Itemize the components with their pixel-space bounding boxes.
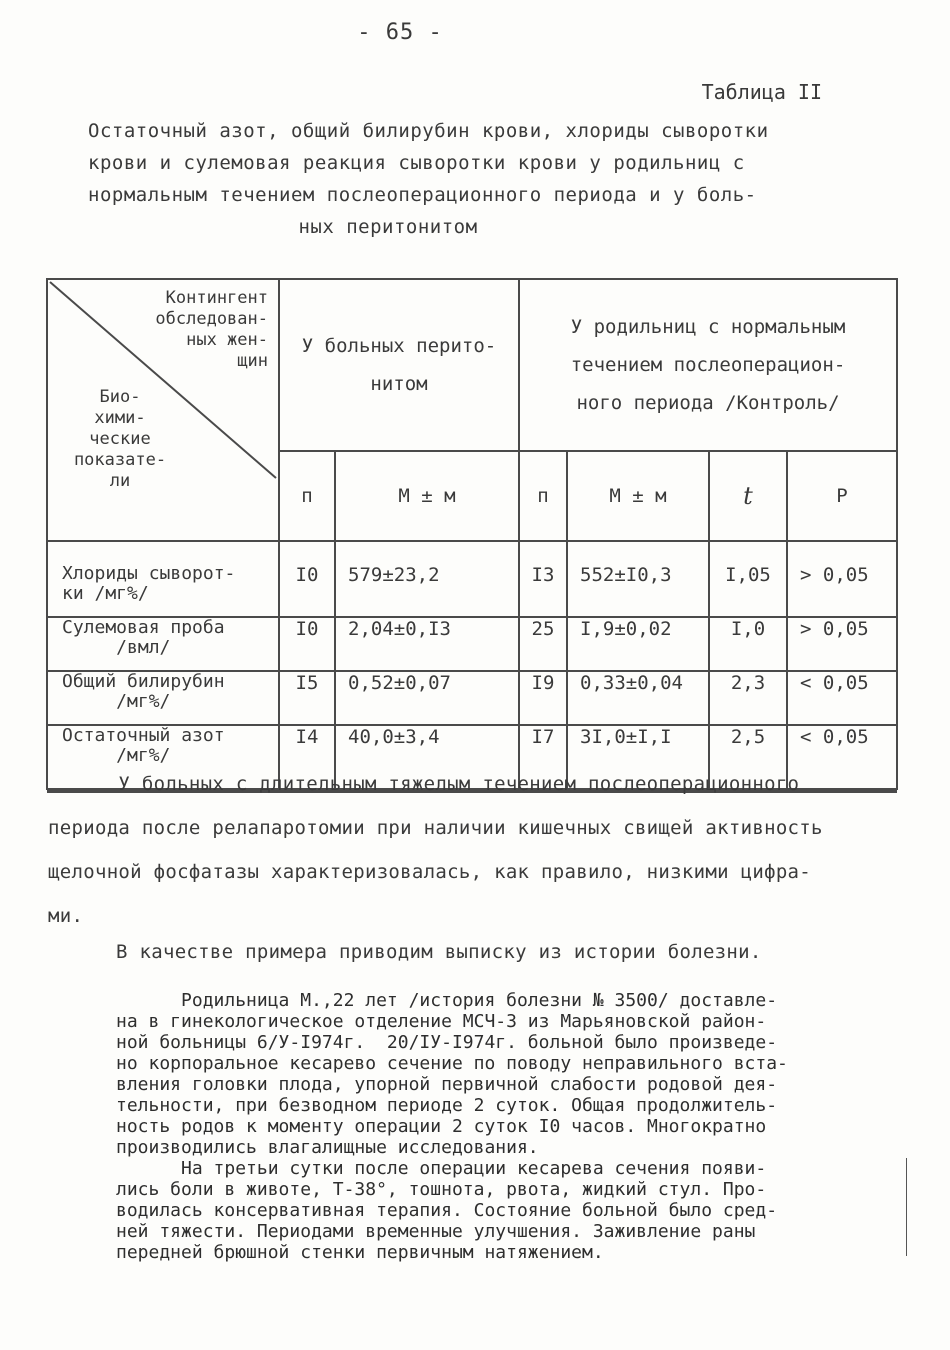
caption-line: Остаточный азот, общий билирубин крови, хлориды сыворотки [88,120,769,142]
cell-n1: I4 [279,725,335,789]
cell-m1: 2,04±0,I3 [335,617,519,671]
cell-m2: 3I,0±I,I [567,725,709,789]
table-row [47,541,897,617]
subheader-t: t [709,451,787,541]
paragraph-line: щелочной фосфатазы характеризовалась, как правило, низкими цифра- [48,861,812,883]
cell-p: < 0,05 [787,671,897,725]
cell-n2: I9 [519,671,567,725]
case-line: ней тяжести. Периодами временные улучшения. Заживление раны [116,1221,756,1242]
corner-header-indicators: Био- хими- ческие показате- ли [73,387,167,491]
case-line: водилась консервативная терапия. Состояние больной было сред- [116,1200,778,1221]
cell-n1: I5 [279,671,335,725]
cell-t: I,0 [709,617,787,671]
cell-n2: 25 [519,617,567,671]
paragraph-line: периода после релапаротомии при наличии кишечных свищей активность [48,817,823,839]
page-number: - 65 - [357,20,443,45]
example-intro: В качестве примера приводим выписку из истории болезни. [116,941,762,963]
table-row [47,671,897,725]
table-row [47,617,897,671]
cell-m1: 40,0±3,4 [335,725,519,789]
case-line: вления головки плода, упорной первичной слабости родовой дея- [116,1074,778,1095]
cell-m1: 579±23,2 [335,541,519,617]
cell-m2: 552±I0,3 [567,541,709,617]
row-label: Общий билирубин /мг%/ [47,671,279,725]
case-line: производились влагалищные исследования. [116,1137,539,1158]
cell-n2: I3 [519,541,567,617]
subheader-n: п [519,451,567,541]
body-paragraph [48,762,898,938]
cell-n1: I0 [279,617,335,671]
row-label: Сулемовая проба /вмл/ [47,617,279,671]
cell-p: > 0,05 [787,617,897,671]
case-line: передней брюшной стенки первичным натяжением. [116,1242,604,1263]
subheader-n: п [279,451,335,541]
case-line: тельности, при безводном периоде 2 суток. Общая продолжитель- [116,1095,778,1116]
cell-m2: 0,33±0,04 [567,671,709,725]
case-line: на в гинекологическое отделение МСЧ-3 из Марьяновской район- [116,1011,767,1032]
data-table [46,278,898,793]
case-line: лись боли в животе, Т-38°, тошнота, рвота, жидкий стул. Про- [116,1179,767,1200]
case-line: На третьи сутки после операции кесарева сечения появи- [116,1158,767,1179]
cell-n2: I7 [519,725,567,789]
paragraph-line: У больных с длительным тяжелым течением послеоперационного [48,773,800,795]
cell-t: 2,3 [709,671,787,725]
case-line: ной больницы 6/У-I974г. 20/IУ-I974г. больной было произведе- [116,1032,778,1053]
cell-t: I,05 [709,541,787,617]
group-header-peritonitis: У больных перито- нитом [279,279,519,451]
margin-line [906,1158,907,1256]
group-header-control: У родильниц с нормальным течением послеоперацион- ного периода /Контроль/ [519,279,897,451]
cell-p: > 0,05 [787,541,897,617]
subheader-mean: М ± м [567,451,709,541]
caption-line: ных перитонитом [298,216,478,238]
case-line: но корпоральное кесарево сечение по поводу неправильного вста- [116,1053,788,1074]
case-line: Родильница М.,22 лет /история болезни № 3500/ доставле- [116,990,778,1011]
row-label: Остаточный азот /мг%/ [47,725,279,789]
corner-header-subjects: Контингент обследован- ных жен- щин [155,288,268,371]
cell-n1: I0 [279,541,335,617]
row-label: Хлориды сыворот- ки /мг%/ [47,541,279,617]
cell-m2: I,9±0,02 [567,617,709,671]
caption-line: нормальным течением послеоперационного периода и у боль- [88,184,757,206]
table-caption [88,115,848,243]
subheader-mean: М ± м [335,451,519,541]
case-history [116,990,906,1263]
corner-header [47,279,279,541]
caption-line: крови и сулемовая реакция сыворотки крови у родильниц с [88,152,745,174]
subheader-p: Р [787,451,897,541]
cell-t: 2,5 [709,725,787,789]
cell-p: < 0,05 [787,725,897,789]
case-line: ность родов к моменту операции 2 суток I0 часов. Многократно [116,1116,767,1137]
table-label: Таблица II [701,80,822,104]
paragraph-line: ми. [48,905,84,927]
cell-m1: 0,52±0,07 [335,671,519,725]
